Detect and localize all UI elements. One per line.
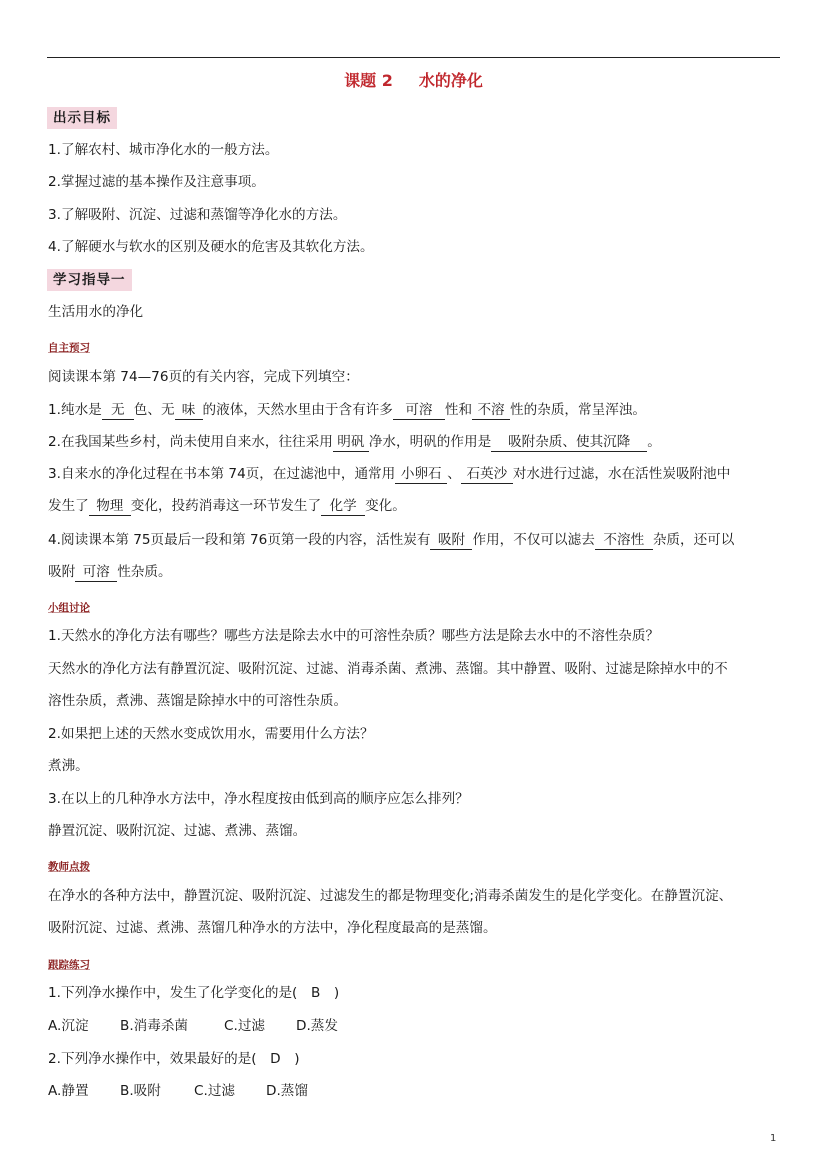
page-number: 1	[770, 1133, 777, 1144]
practice-label: 跟踪练习	[48, 959, 90, 971]
blank: 吸附杂质、使其沉降	[491, 434, 647, 452]
tips-line1: 在净水的各种方法中，静置沉淀、吸附沉淀、过滤发生的都是物理变化;消毒杀菌发生的是化学变化。在静置沉淀、	[48, 888, 733, 904]
goal-2: 2.掌握过滤的基本操作及注意事项。	[48, 174, 265, 190]
goal-1: 1.了解农村、城市净化水的一般方法。	[48, 142, 279, 158]
blank: 可溶	[75, 564, 117, 582]
practice-q2: 2.下列净水操作中，效果最好的是( D )	[48, 1051, 300, 1067]
option: B.吸附	[120, 1083, 161, 1099]
option: B.消毒杀菌	[120, 1018, 189, 1034]
blank: 味	[175, 402, 203, 420]
discussion-label: 小组讨论	[48, 602, 90, 614]
discussion-a3: 静置沉淀、吸附沉淀、过滤、煮沸、蒸馏。	[48, 823, 307, 839]
blank: 吸附	[430, 532, 472, 550]
preview-q3-cont: 发生了 物理 变化，投药消毒这一环节发生了 化学 变化。	[48, 498, 406, 514]
self-study-label: 自主预习	[48, 342, 90, 354]
key-points-label: 教师点拨	[48, 861, 90, 873]
tips-line2: 吸附沉淀、过滤、煮沸、蒸馏几种净水的方法中，净化程度最高的是蒸馏。	[48, 920, 497, 936]
preview-q4: 4.阅读课本第 75页最后一段和第 76页第一段的内容，活性炭有 吸附 作用，不仅可以滤去 不溶性 杂质，还可以	[48, 532, 735, 548]
discussion-a2: 煮沸。	[48, 758, 89, 774]
preview-q4-cont: 吸附 可溶 性杂质。	[48, 564, 172, 580]
blank: 石英沙	[461, 466, 513, 484]
preview-q2: 2.在我国某些乡村，尚未使用自来水，往往采用 明矾 净水，明矾的作用是 吸附杂质、使其沉降 。	[48, 434, 661, 450]
practice-q1-options	[48, 1016, 338, 1036]
blank: 不溶	[472, 402, 510, 420]
page-title	[0, 68, 827, 91]
blank: 化学	[321, 498, 365, 516]
blank: 小卵石	[395, 466, 447, 484]
practice-q2-options	[48, 1081, 308, 1101]
goals-tag: 出示目标	[47, 107, 117, 129]
preview-q3: 3.自来水的净化过程在书本第 74页，在过滤池中，通常用 小卵石 、 石英沙 对水进行过滤，水在活性炭吸附池中	[48, 466, 731, 482]
practice-q1: 1.下列净水操作中，发生了化学变化的是( B )	[48, 985, 340, 1001]
title-main: 课题 2	[344, 71, 393, 90]
option: C.过滤	[194, 1083, 236, 1099]
discussion-q2: 2.如果把上述的天然水变成饮用水，需要用什么方法？	[48, 726, 374, 742]
discussion-a1-line2: 溶性杂质，煮沸、蒸馏是除掉水中的可溶性杂质。	[48, 693, 348, 709]
blank: 明矾	[333, 434, 369, 452]
discussion-q1: 1.天然水的净化方法有哪些？哪些方法是除去水中的可溶性杂质？哪些方法是除去水中的不溶性杂质？	[48, 628, 660, 644]
blank: 无	[102, 402, 134, 420]
option: C.过滤	[224, 1018, 266, 1034]
option: A.静置	[48, 1083, 89, 1099]
goal-3: 3.了解吸附、沉淀、过滤和蒸馏等净化水的方法。	[48, 207, 347, 223]
goal-4: 4.了解硬水与软水的区别及硬水的危害及其软化方法。	[48, 239, 374, 255]
discussion-q3: 3.在以上的几种净水方法中，净水程度按由低到高的顺序应怎么排列？	[48, 791, 469, 807]
header-rule	[47, 57, 780, 58]
guide-topic: 生活用水的净化	[48, 304, 144, 320]
guide-tag: 学习指导一	[47, 269, 132, 291]
preview-intro: 阅读课本第 74—76页的有关内容，完成下列填空：	[48, 369, 359, 385]
title-sub: 水的净化	[418, 71, 483, 90]
option: A.沉淀	[48, 1018, 89, 1034]
blank: 不溶性	[595, 532, 653, 550]
blank: 物理	[89, 498, 131, 516]
option: D.蒸馏	[266, 1083, 308, 1099]
option: D.蒸发	[296, 1018, 338, 1034]
discussion-a1-line1: 天然水的净化方法有静置沉淀、吸附沉淀、过滤、消毒杀菌、煮沸、蒸馏。其中静置、吸附、过滤是除掉水中的不	[48, 661, 728, 677]
blank: 可溶	[393, 402, 445, 420]
preview-q1: 1.纯水是 无 色、无 味 的液体，天然水里由于含有许多 可溶 性和 不溶 性的杂质，常呈浑浊。	[48, 402, 646, 418]
